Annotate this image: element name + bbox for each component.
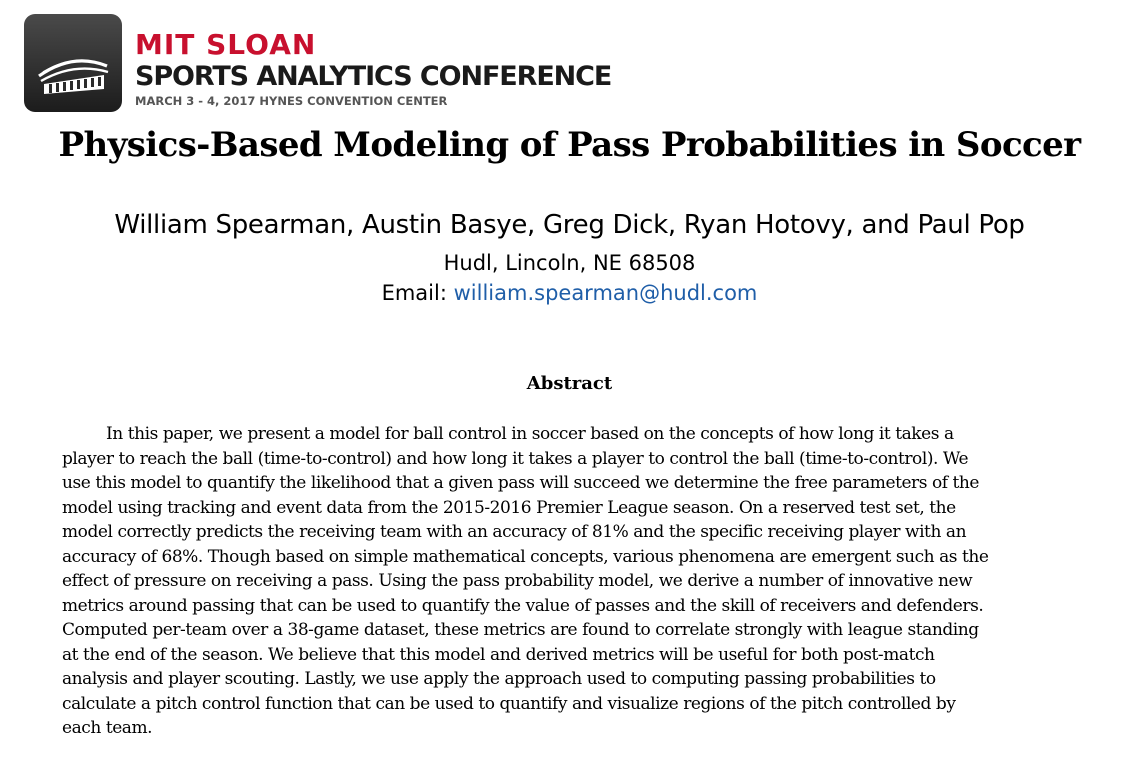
abstract-line: model using tracking and event data from the 2015-2016 Premier League season. On a reserved test set, the xyxy=(62,497,956,518)
abstract-line: at the end of the season. We believe that this model and derived metrics will be useful for both post-match xyxy=(62,644,935,665)
abstract-line: metrics around passing that can be used to quantify the value of passes and the skill of receivers and defenders. xyxy=(62,595,984,616)
abstract-line: accuracy of 68%. Though based on simple mathematical concepts, various phenomena are emergent such as the xyxy=(62,546,989,567)
conference-name-top: MIT SLOAN xyxy=(135,28,317,61)
abstract-line: Computed per-team over a 38-game dataset, these metrics are found to correlate strongly with league standing xyxy=(62,620,979,640)
stadium-logo-icon xyxy=(24,14,122,112)
abstract-heading: Abstract xyxy=(526,373,613,394)
email-label: Email: xyxy=(381,281,447,305)
email-line xyxy=(0,278,1139,308)
abstract-line: use this model to quantify the likelihood that a given pass will succeed we determine the free parameters of the xyxy=(62,473,980,493)
abstract-line: analysis and player scouting. Lastly, we use apply the approach used to computing passing probabilities to xyxy=(62,669,936,689)
abstract-line: effect of pressure on receiving a pass. Using the pass probability model, we derive a number of innovative new xyxy=(62,571,973,591)
abstract-body xyxy=(62,422,1078,741)
abstract-line: each team. xyxy=(62,718,153,738)
conference-name-main: SPORTS ANALYTICS CONFERENCE xyxy=(135,61,612,92)
abstract-line: In this paper, we present a model for ball control in soccer based on the concepts of how long it takes a xyxy=(106,424,954,444)
abstract-line: calculate a pitch control function that can be used to quantify and visualize regions of the pitch controlled by xyxy=(62,693,956,714)
abstract-line: model correctly predicts the receiving team with an accuracy of 81% and the specific receiving player with an xyxy=(62,522,967,542)
abstract-line: player to reach the ball (time-to-control) and how long it takes a player to control the ball (time-to-control). We xyxy=(62,448,969,469)
author-list: William Spearman, Austin Basye, Greg Dick, Ryan Hotovy, and Paul Pop xyxy=(114,210,1025,240)
conference-date-venue: MARCH 3 - 4, 2017 HYNES CONVENTION CENTER xyxy=(135,94,448,108)
affiliation: Hudl, Lincoln, NE 68508 xyxy=(443,251,696,275)
paper-title: Physics-Based Modeling of Pass Probabilities in Soccer xyxy=(58,125,1081,165)
email-link[interactable]: william.spearman@hudl.com xyxy=(453,281,758,305)
conference-header xyxy=(24,14,612,114)
conference-text xyxy=(135,28,612,109)
